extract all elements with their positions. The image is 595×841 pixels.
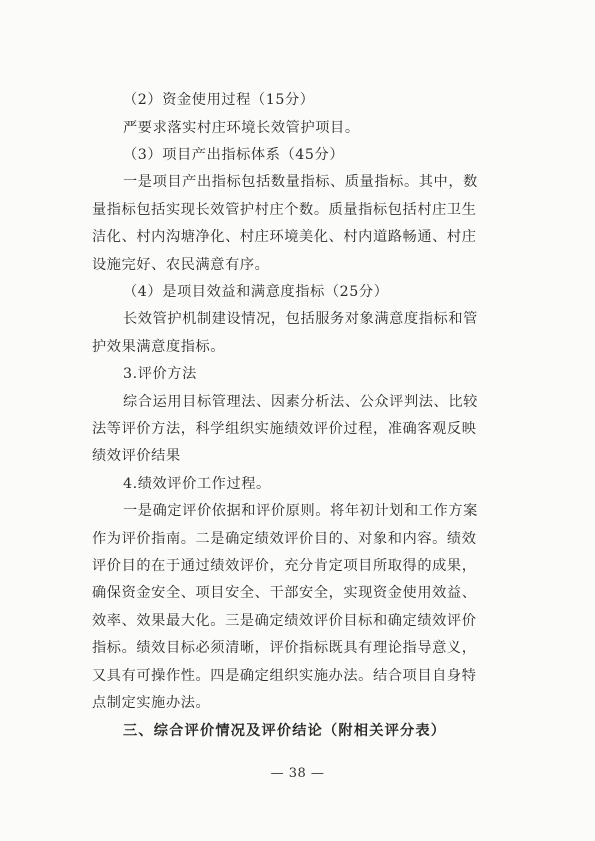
body-text-line: 设施完好、农民满意有序。 [92, 257, 270, 273]
body-text-line: 长效管护机制建设情况，包括服务对象满意度指标和管 [123, 311, 478, 327]
subheading-fund-usage: （2）资金使用过程（15分） [123, 92, 315, 108]
body-text-line: 效率、效果最大化。三是确定绩效评价目标和确定绩效评价 [92, 613, 477, 629]
body-text-line: 又具有可操作性。四是确定组织实施办法。结合项目自身特 [92, 668, 477, 684]
body-text-line: 严要求落实村庄环境长效管护项目。 [123, 120, 360, 136]
body-text-line: 护效果满意度指标。 [92, 339, 226, 355]
body-text-line: 一是确定评价依据和评价原则。将年初计划和工作方案 [123, 503, 478, 519]
body-text-line: 确保资金安全、项目安全、干部安全，实现资金使用效益、 [92, 585, 477, 601]
body-text-line: 评价目的在于通过绩效评价，充分肯定项目所取得的成果， [92, 558, 477, 574]
section-heading: 三、综合评价情况及评价结论（附相关评分表） [123, 723, 447, 739]
subheading-evaluation-process: 4.绩效评价工作过程。 [123, 476, 271, 492]
body-text-line: 洁化、村内沟塘净化、村庄环境美化、村内道路畅通、村庄 [92, 229, 477, 245]
body-text-line: 点制定实施办法。 [92, 695, 211, 711]
body-text-line: 作为评价指南。二是确定绩效评价目的、对象和内容。绩效 [92, 531, 477, 547]
body-text-line: 一是项目产出指标包括数量指标、质量指标。其中，数 [123, 174, 478, 190]
subheading-output-indicators: （3）项目产出指标体系（45分） [123, 147, 345, 163]
body-text-line: 综合运用目标管理法、因素分析法、公众评判法、比较 [123, 394, 478, 410]
body-text-line: 指标。绩效目标必须清晰，评价指标既具有理论指导意义， [92, 640, 477, 656]
body-text-line: 绩效评价结果 [92, 448, 181, 464]
page-number: — 38 — [270, 766, 325, 781]
subheading-evaluation-method: 3.评价方法 [123, 366, 197, 382]
body-text-line: 量指标包括实现长效管护村庄个数。质量指标包括村庄卫生 [92, 202, 477, 218]
body-text-line: 法等评价方法，科学组织实施绩效评价过程，准确客观反映 [92, 421, 477, 437]
subheading-benefit-satisfaction: （4）是项目效益和满意度指标（25分） [123, 284, 389, 300]
